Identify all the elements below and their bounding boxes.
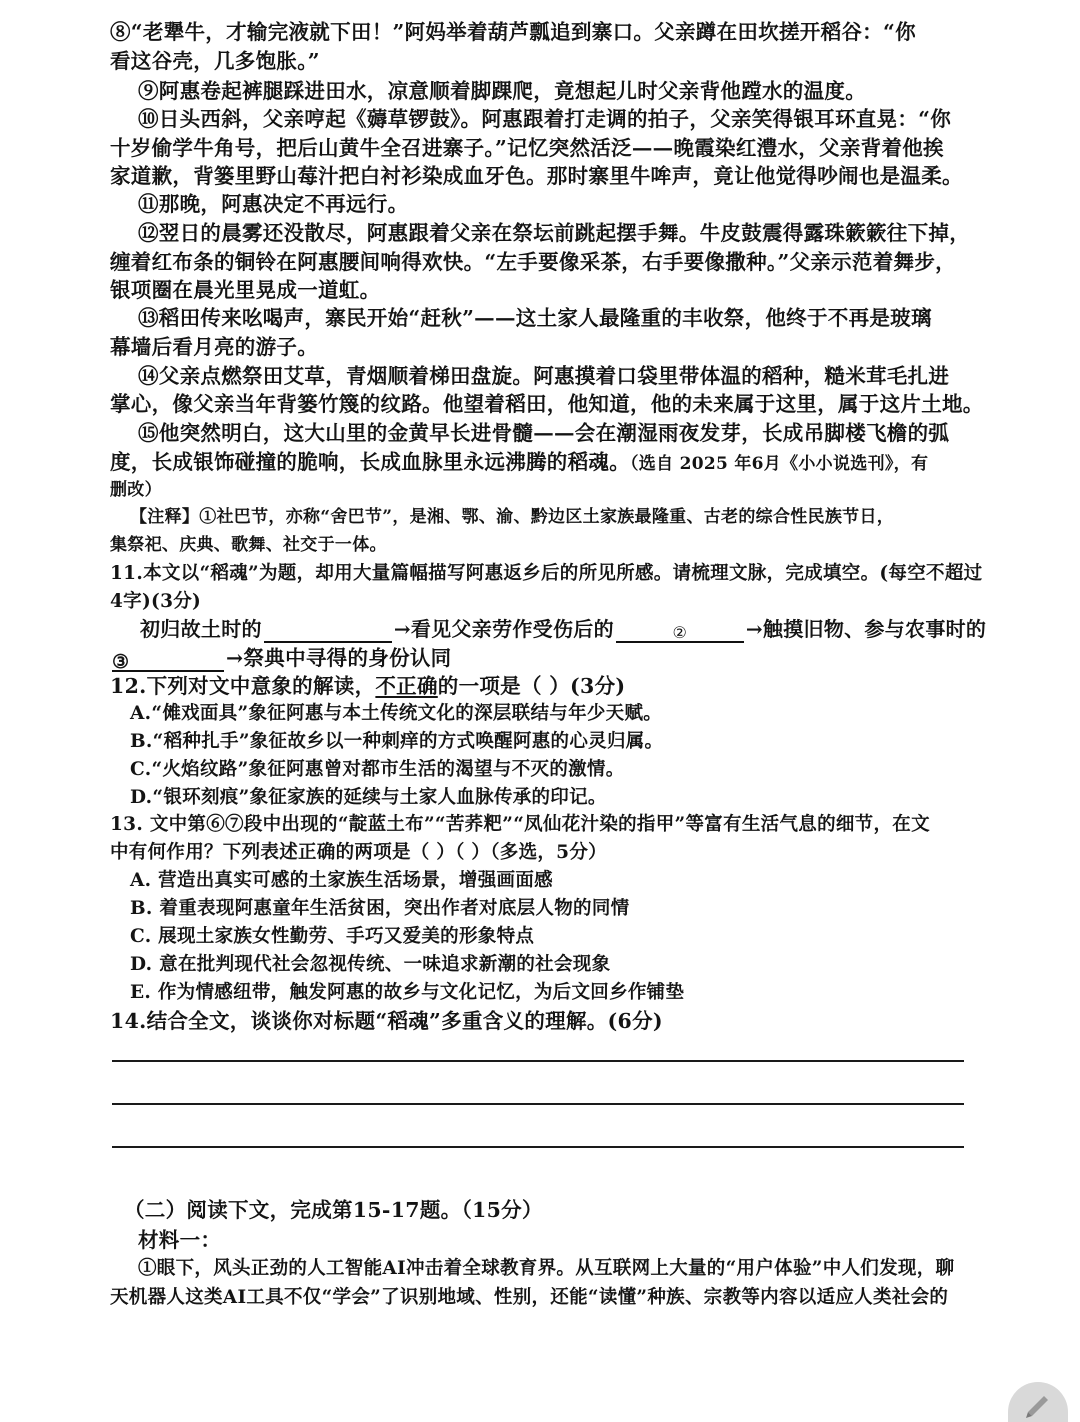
section2-material-label: 材料一： [138, 1228, 222, 1252]
note-line2: 集祭祀、庆典、歌舞、社交于一体。 [110, 535, 387, 555]
q12-option-c[interactable]: C.“火焰纹路”象征阿惠曾对都市生活的渴望与不灭的激情。 [130, 759, 625, 780]
passage-p15-line2 [110, 448, 928, 478]
passage-p12-line2: 缠着红布条的铜铃在阿惠腰间响得欢快。“左手要像采茶，右手要像撒种。”父亲示范着舞步， [110, 250, 956, 274]
passage-p13-line1: ⑬稻田传来吆喝声，寨民开始“赶秋”——这土家人最隆重的丰收祭，他终于不再是玻璃 [138, 306, 932, 330]
q13-option-e[interactable]: E. 作为情感纽带，触发阿惠的故乡与文化记忆，为后文回乡作铺垫 [130, 982, 685, 1003]
q11-stem-line1: 11.本文以“稻魂”为题，却用大量篇幅描写阿惠返乡后的所见所感。请梳理文脉，完成填空。(每空不超过 [110, 563, 983, 584]
q14-stem: 14.结合全文，谈谈你对标题“稻魂”多重含义的理解。(6分) [110, 1009, 663, 1033]
pen-icon [1022, 1388, 1054, 1418]
q14-answer-line-1[interactable] [112, 1060, 964, 1062]
q12-option-b[interactable]: B.“稻种扎手”象征故乡以一种刺痒的方式唤醒阿惠的心灵归属。 [130, 731, 664, 752]
q12-option-d[interactable]: D.“银环刻痕”象征家族的延续与土家人血脉传承的印记。 [130, 787, 607, 808]
q11-fill-line2 [110, 644, 451, 672]
q12-stem-pre: 12.下列对文中意象的解读， [110, 674, 376, 698]
q11-seg2: →看见父亲劳作受伤后的 [393, 617, 614, 641]
passage-p14-line1: ⑭父亲点燃祭田艾草，青烟顺着梯田盘旋。阿惠摸着口袋里带体温的稻种，糙米茸毛扎进 [138, 364, 950, 388]
passage-p11: ⑪那晚，阿惠决定不再远行。 [138, 192, 409, 216]
passage-p8-line2: 看这谷壳，几多饱胀。” [110, 49, 320, 73]
q14-answer-line-3[interactable] [112, 1146, 964, 1148]
passage-source: （选自 2025 年6月《小小说选刊》，有 [630, 454, 929, 474]
q13-option-b[interactable]: B. 着重表现阿惠童年生活贫困，突出作者对底层人物的同情 [130, 898, 630, 919]
q11-blank-3[interactable]: ③ [112, 648, 224, 672]
q11-seg4: →祭典中寻得的身份认同 [226, 646, 452, 670]
passage-p9: ⑨阿惠卷起裤腿踩进田水，凉意顺着脚踝爬，竟想起儿时父亲背他蹚水的温度。 [138, 79, 866, 103]
q13-option-c[interactable]: C. 展现土家族女性勤劳、手巧又爱美的形象特点 [130, 926, 535, 947]
q12-stem [110, 672, 625, 700]
passage-p10-line3: 家道歉，背篓里野山莓汁把白衬衫染成血牙色。那时寨里牛哞声，竟让他觉得吵闹也是温柔。 [110, 164, 963, 188]
q11-blank-2[interactable]: ② [616, 619, 744, 643]
q13-stem-line2: 中有何作用？下列表述正确的两项是（ ）（ ）（多选，5分） [110, 842, 607, 863]
passage-p10-line1: ⑩日头西斜，父亲哼起《薅草锣鼓》。阿惠跟着打走调的拍子，父亲笑得银耳环直晃：“你 [138, 107, 952, 131]
passage-source-cont: 删改） [110, 480, 162, 500]
q11-fill-line1 [140, 615, 986, 643]
note-line1: 【注释】①社巴节，亦称“舍巴节”，是湘、鄂、渝、黔边区土家族最隆重、古老的综合性民族节日， [130, 507, 895, 527]
q12-option-a[interactable]: A.“傩戏面具”象征阿惠与本土传统文化的深层联结与年少天赋。 [130, 703, 663, 724]
q11-stem-line2: 4字)(3分) [110, 591, 202, 612]
corner-widget[interactable] [1008, 1382, 1068, 1422]
passage-p12-line3: 银项圈在晨光里晃成一道虹。 [110, 278, 381, 302]
section2-p1-line1: ①眼下，风头正劲的人工智能AI冲击着全球教育界。从互联网上大量的“用户体验”中人们发现，聊 [138, 1258, 955, 1279]
q11-seg1: 初归故土时的 [140, 617, 262, 641]
passage-p12-line1: ⑫翌日的晨雾还没散尽，阿惠跟着父亲在祭坛前跳起摆手舞。牛皮鼓震得露珠簌簌往下掉， [138, 221, 970, 245]
q14-answer-line-2[interactable] [112, 1103, 964, 1105]
q11-blank-1[interactable] [264, 619, 392, 643]
passage-p14-line2: 掌心，像父亲当年背篓竹篾的纹路。他望着稻田，他知道，他的未来属于这里，属于这片土地。 [110, 392, 984, 416]
passage-p13-line2: 幕墙后看月亮的游子。 [110, 335, 318, 359]
q12-stem-post: 的一项是（ ）(3分) [437, 674, 626, 698]
passage-p8-line1: ⑧“老犟牛，才输完液就下田！”阿妈举着葫芦瓢追到寨口。父亲蹲在田坎搓开稻谷：“你 [110, 20, 916, 44]
q13-option-a[interactable]: A. 营造出真实可感的土家族生活场景，增强画面感 [130, 870, 553, 891]
passage-p15-text: 度，长成银饰碰撞的脆响，长成血脉里永远沸腾的稻魂。 [110, 450, 630, 474]
q13-option-d[interactable]: D. 意在批判现代社会忽视传统、一味追求新潮的社会现象 [130, 954, 611, 975]
section2-p1-line2: 天机器人这类AI工具不仅“学会”了识别地域、性别，还能“读懂”种族、宗教等内容以适应人类社会的 [110, 1287, 949, 1308]
q12-stem-emphasis: 不正确 [375, 674, 438, 698]
q13-stem-line1: 13. 文中第⑥⑦段中出现的“靛蓝土布”“苦荞粑”“凤仙花汁染的指甲”等富有生活气息的细节，在文 [110, 814, 930, 835]
passage-p10-line2: 十岁偷学牛角号，把后山黄牛全召进寨子。”记忆突然活泛——晚霞染红澧水，父亲背着他挨 [110, 136, 944, 160]
q11-seg3: →触摸旧物、参与农事时的 [745, 617, 987, 641]
passage-p15-line1: ⑮他突然明白，这大山里的金黄早长进骨髓——会在潮湿雨夜发芽，长成吊脚楼飞檐的弧 [138, 421, 950, 445]
section2-title: （二）阅读下文，完成第15-17题。（15分） [124, 1198, 543, 1222]
